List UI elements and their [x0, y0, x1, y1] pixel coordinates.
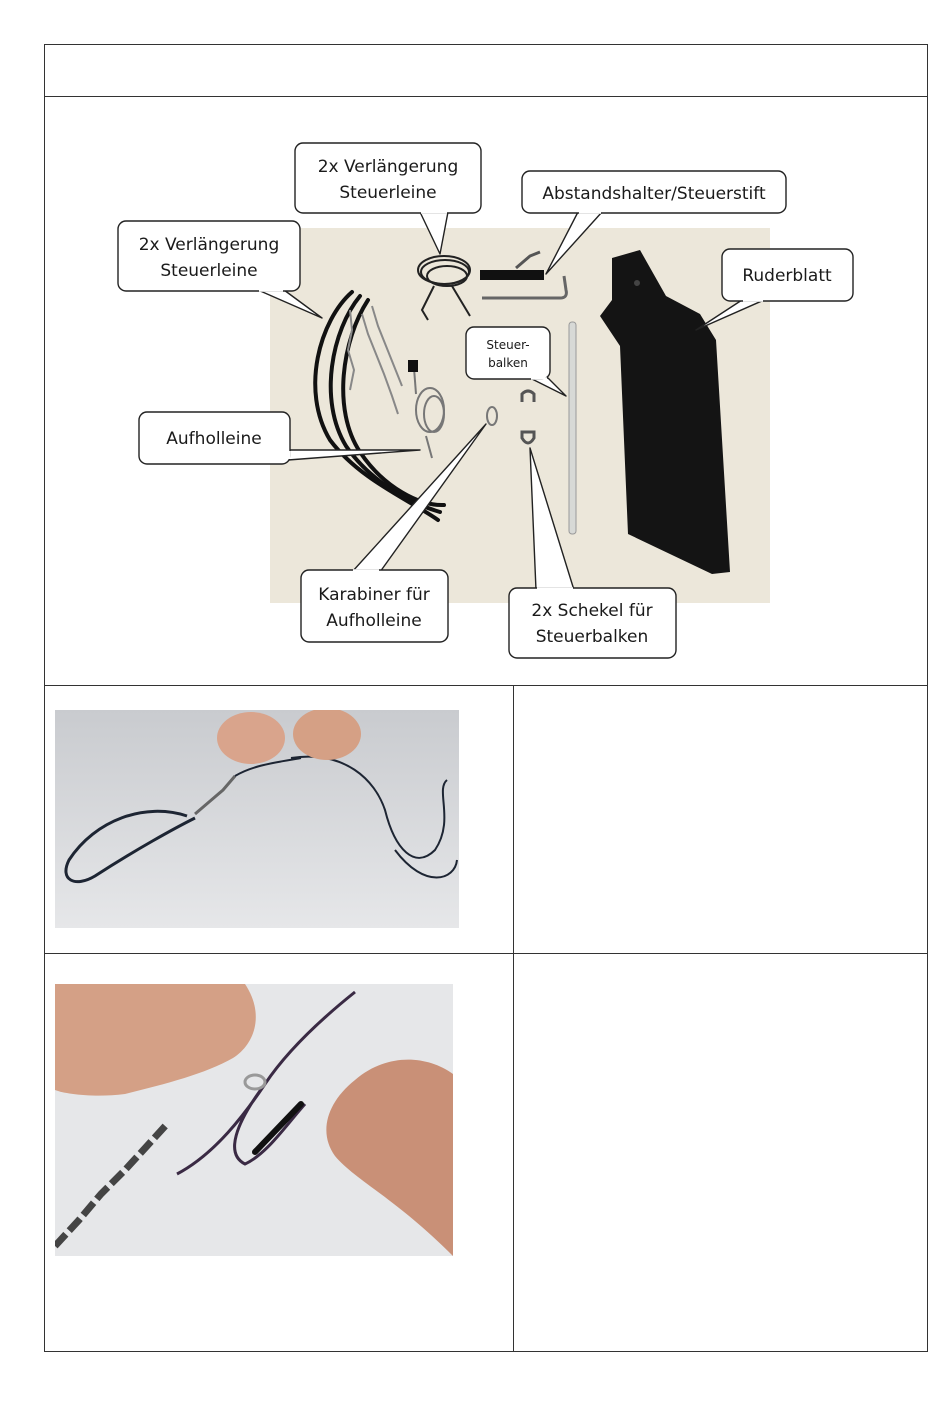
label-verl-left-line2: Steuerleine [160, 261, 258, 281]
hand-left [217, 712, 285, 764]
label-steuer-line2: balken [488, 356, 528, 370]
label-verl-top-line2: Steuerleine [339, 183, 437, 203]
hand-right [293, 710, 361, 760]
label-schekel-line1: 2x Schekel für [531, 601, 653, 621]
tiller-bar [569, 322, 576, 534]
label-karab-line1: Karabiner für [318, 585, 430, 605]
spacer-bar [480, 270, 544, 280]
label-abstand: Abstandshalter/Steuerstift [542, 184, 766, 204]
rudder-hole [634, 280, 640, 286]
label-karab-line2: Aufholleine [326, 611, 422, 631]
photo-connecting-lines [55, 710, 459, 928]
description-cell-row3 [514, 954, 927, 1351]
label-verl-left-line1: 2x Verlängerung [138, 235, 280, 255]
label-aufhol: Aufholleine [166, 429, 262, 449]
label-steuer-line1: Steuer- [486, 338, 530, 352]
haul-line-weight [408, 360, 418, 372]
label-schekel-line2: Steuerbalken [535, 627, 649, 647]
callout-box-schekel [509, 588, 676, 658]
photo-closeup-knot [55, 984, 453, 1256]
label-ruder: Ruderblatt [742, 266, 832, 286]
photo-closeup-knot-art [55, 984, 453, 1256]
photo-connecting-lines-art [55, 710, 459, 928]
label-verl-top-line1: 2x Verlängerung [317, 157, 459, 177]
description-cell-row2 [514, 686, 927, 952]
callout-box-karab [301, 570, 448, 642]
callout-box-steuer [466, 327, 550, 379]
